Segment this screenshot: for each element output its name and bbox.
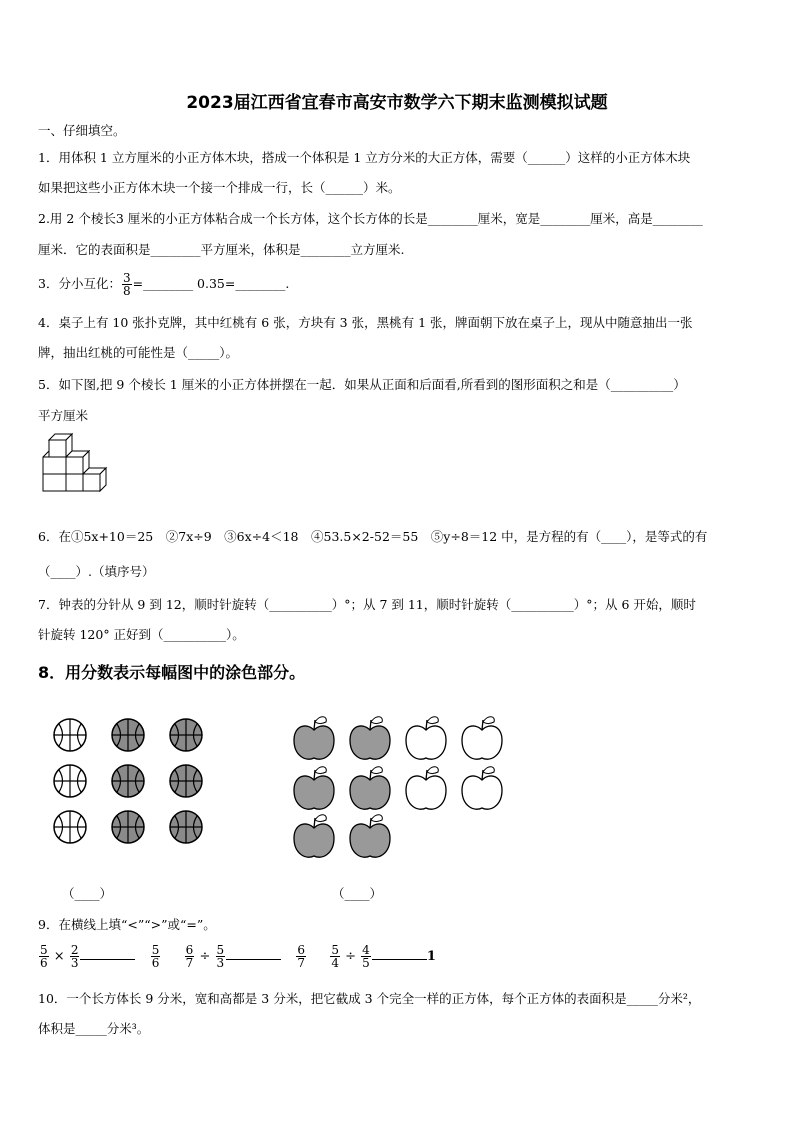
q8-left-answer[interactable]: （____） xyxy=(62,886,113,901)
q9e1-op: × xyxy=(53,949,65,964)
q9-title: 9．在横线上填“<”“>”或“=”。 xyxy=(38,917,216,932)
q9e3-blank[interactable] xyxy=(372,947,427,960)
q9e3-b: $\frac{4}{5}$ xyxy=(362,943,370,970)
ball-col1 xyxy=(54,719,86,843)
q9e1-a: $\frac{5}{6}$ xyxy=(40,943,48,970)
q9e2-c: $\frac{6}{7}$ xyxy=(297,943,306,970)
basketball-grid xyxy=(50,715,210,855)
q9e3-a: $\frac{5}{4}$ xyxy=(331,943,339,970)
q7-line1: 7．钟表的分针从 9 到 12，顺时针旋转（__________）°；从 7 到 11，顺时针旋转（__________）°；从 6 开始，顺时 xyxy=(38,597,696,612)
q5-line2: 平方厘米 xyxy=(38,408,89,423)
apple-grid xyxy=(290,710,510,860)
q6-line2: （____）.（填序号） xyxy=(38,564,155,579)
q4-line2: 牌，抽出红桃的可能性是（_____）。 xyxy=(38,345,239,360)
page-title: 2023届江西省宜春市高安市数学六下期末监测模拟试题 xyxy=(186,93,608,113)
q5-line1: 5．如下图,把 9 个棱长 1 厘米的小正方体拼摆在一起．如果从正面和后面看,所看到的图形面积之和是（__________） xyxy=(38,377,686,392)
ball-col3 xyxy=(170,719,202,843)
q10-line1: 10．一个长方体长 9 分米，宽和高都是 3 分米，把它截成 3 个完全一样的正方体，每个正方体的表面积是_____分米²， xyxy=(38,991,701,1006)
q6-line1: 6．在①5x+10＝25 ②7x÷9 ③6x÷4＜18 ④53.5×2-52＝55 ⑤y÷8＝12 中，是方程的有（____），是等式的有 xyxy=(38,529,708,544)
q4-line1: 4．桌子上有 10 张扑克牌，其中红桃有 6 张，方块有 3 张，黑桃有 1 张，牌面朝下放在桌子上，现从中随意抽出一张 xyxy=(38,315,693,330)
q9e1-c: $\frac{5}{6}$ xyxy=(151,943,160,970)
q1-line2: 如果把这些小正方体木块一个接一个排成一行，长（______）米。 xyxy=(38,180,401,195)
q7-line2: 针旋转 120° 正好到（__________）。 xyxy=(38,627,245,642)
q3-suffix: =________ 0.35=________. xyxy=(132,276,290,291)
q10-line2: 体积是_____分米³。 xyxy=(38,1021,150,1036)
q9-expressions xyxy=(38,944,436,969)
q8-right-answer[interactable]: （____） xyxy=(332,886,383,901)
q3-prefix: 3．分小互化： xyxy=(38,276,121,291)
q9e1-b: $\frac{2}{3}$ xyxy=(70,943,79,970)
q9e3-c: 1 xyxy=(426,949,436,964)
q9e2-a: $\frac{6}{7}$ xyxy=(185,943,194,970)
q2-line1: 2.用 2 个棱长3 厘米的小正方体粘合成一个长方体，这个长方体的长是________厘米，宽是________厘米，高是________ xyxy=(38,211,703,226)
q9e2-b: $\frac{5}{3}$ xyxy=(216,943,225,970)
section-heading: 一、仔细填空。 xyxy=(38,123,126,138)
q9e1-blank[interactable] xyxy=(80,947,135,960)
q9e3-op: ÷ xyxy=(345,949,357,964)
q9e2-blank[interactable] xyxy=(226,947,281,960)
q2-line2: 厘米．它的表面积是________平方厘米，体积是________立方厘米. xyxy=(38,242,405,257)
q8-title: 8．用分数表示每幅图中的涂色部分。 xyxy=(38,663,306,682)
q3-fraction: $\frac{3}{8}$ xyxy=(122,271,131,298)
q9e2-op: ÷ xyxy=(199,949,211,964)
q1-line1: 1．用体积 1 立方厘米的小正方体木块，搭成一个体积是 1 立方分米的大正方体，需要（______）这样的小正方体木块 xyxy=(38,150,691,165)
cube-stack-figure xyxy=(38,430,118,505)
ball-col2 xyxy=(112,719,144,843)
q3-line xyxy=(38,272,289,297)
